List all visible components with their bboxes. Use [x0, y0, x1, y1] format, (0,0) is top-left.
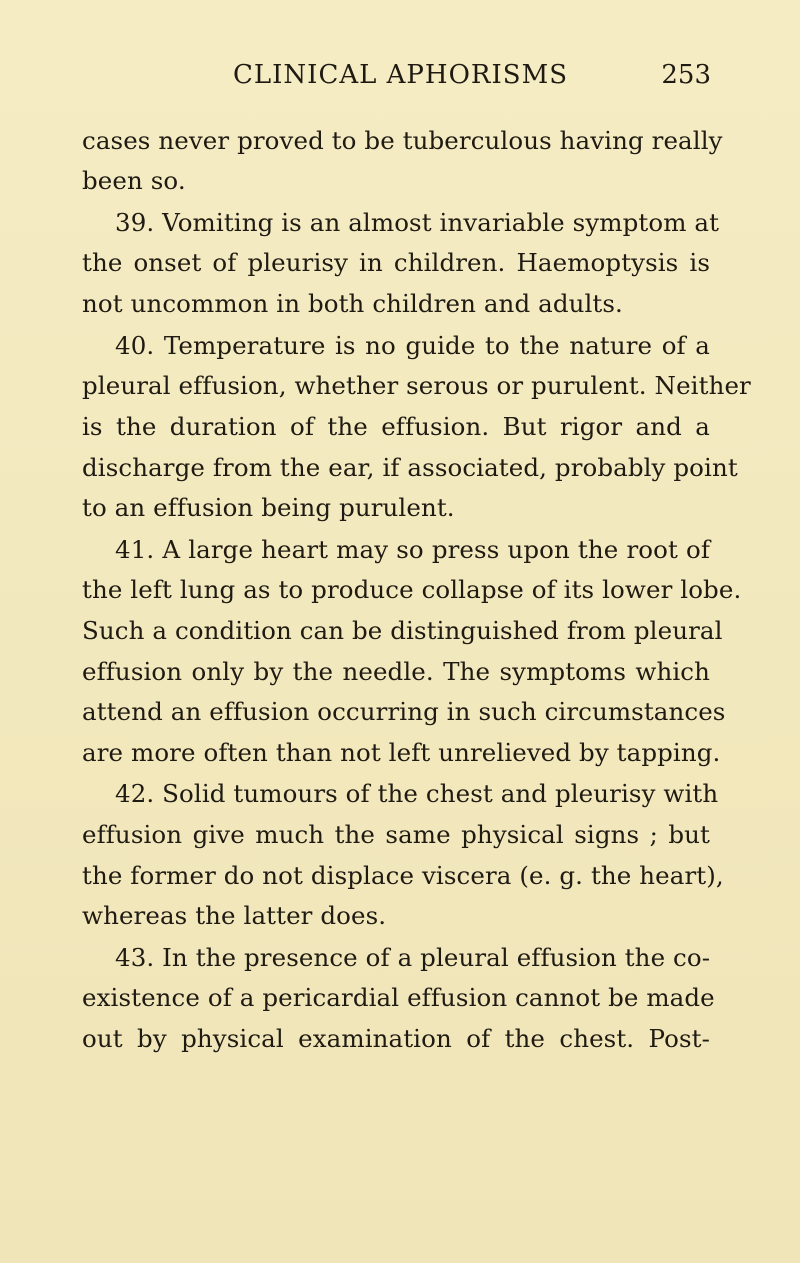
text-line: attend an effusion occurring in such circumstances	[82, 697, 726, 726]
text-line: effusion only by the needle. The symptoms which	[82, 657, 710, 686]
aphorism-40-start: 40. Temperature is no guide to the nature of a	[115, 331, 710, 360]
aphorism-39-start: 39. Vomiting is an almost invariable symptom at	[115, 208, 720, 237]
text-line: not uncommon in both children and adults.	[82, 289, 623, 318]
page-header	[233, 60, 711, 100]
text-line: existence of a pericardial effusion cannot be made	[82, 983, 715, 1012]
text-line: been so.	[82, 166, 186, 195]
text-line: the onset of pleurisy in children. Haemoptysis is	[82, 248, 710, 277]
text-line: the left lung as to produce collapse of its lower lobe.	[82, 575, 742, 604]
running-head: CLINICAL APHORISMS	[233, 60, 569, 90]
text-line: Such a condition can be distinguished from pleural	[82, 616, 723, 645]
text-line: to an effusion being purulent.	[82, 493, 455, 522]
aphorism-43-start: 43. In the presence of a pleural effusion the co-	[115, 943, 711, 972]
text-line: are more often than not left unrelieved by tapping.	[82, 738, 721, 767]
text-line: out by physical examination of the chest. Post-	[82, 1024, 710, 1053]
text-line: cases never proved to be tuberculous having really	[82, 126, 723, 155]
text-line: effusion give much the same physical signs ; but	[82, 820, 710, 849]
text-line: is the duration of the effusion. But rigor and a	[82, 412, 710, 441]
body-text	[82, 121, 751, 1053]
aphorism-41-start: 41. A large heart may so press upon the root of	[115, 535, 710, 564]
page-number: 253	[661, 60, 711, 90]
text-line: pleural effusion, whether serous or purulent. Neither	[82, 371, 751, 400]
text-line: the former do not displace viscera (e. g. the heart),	[82, 861, 724, 890]
text-line: discharge from the ear, if associated, probably point	[82, 453, 738, 482]
text-line: whereas the latter does.	[82, 901, 387, 930]
aphorism-42-start: 42. Solid tumours of the chest and pleurisy with	[115, 779, 719, 808]
